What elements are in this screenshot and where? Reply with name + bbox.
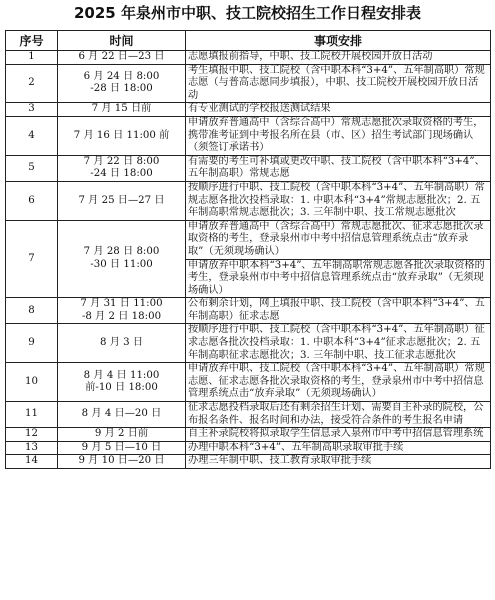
row-number: 3	[6, 103, 58, 117]
row-number: 5	[6, 155, 58, 181]
table-row	[6, 116, 491, 155]
header-no: 序号	[6, 31, 58, 51]
row-time: 9 月 5 日—10 日	[58, 441, 186, 455]
row-time: 6 月 22 日—23 日	[58, 51, 186, 65]
row-number: 1	[6, 51, 58, 65]
row-item: 申请放弃中职、技工院校（含中职本科“3+4”、五年制高职）常规志愿、征求志愿各批次录取资格的考生，登录泉州市中考中招信息管理系统点击“放弃录取”（无须现场确认）	[186, 363, 491, 402]
row-time: 7 月 28 日 8:00 -30 日 11:00	[58, 220, 186, 298]
row-item: 考生填报中职、技工院校（含中职本科“3+4”、五年制高职）常规志愿（与普高志愿同步填报），中职、技工院校开展校园开放日活动	[186, 64, 491, 103]
table-row	[6, 64, 491, 103]
row-number: 12	[6, 428, 58, 442]
row-item: 申请放弃普通高中（含综合高中）常规志愿批次录取资格的考生，携带准考证到中考报名所在县（市、区）招生考试部门现场确认（须签订承诺书）	[186, 116, 491, 155]
row-item: 按顺序进行中职、技工院校（含中职本科“3+4”、五年制高职）常规志愿各批次投档录取：1. 中职本科“3+4”常规志愿批次；2. 五年制高职常规志愿批次；3. 三年制中职、技工常规志愿批次	[186, 181, 491, 220]
row-time: 8 月 4 日 11:00 前-10 日 18:00	[58, 363, 186, 402]
table-body	[6, 51, 491, 469]
table-row	[6, 51, 491, 65]
table-row	[6, 324, 491, 363]
row-time: 7 月 16 日 11:00 前	[58, 116, 186, 155]
row-item: 申请放弃普通高中（含综合高中）常规志愿批次、征求志愿批次录取资格的考生，登录泉州市中考中招信息管理系统点击“放弃录取”（无须现场确认）	[186, 220, 491, 259]
schedule-table	[5, 30, 491, 469]
row-number: 14	[6, 455, 58, 469]
row-number: 4	[6, 116, 58, 155]
row-item: 按顺序进行中职、技工院校（含中职本科“3+4”、五年制高职）征求志愿各批次投档录取：1. 中职本科“3+4”征求志愿批次；2. 五年制高职征求志愿批次；3. 三年制中职、技工征求志愿批次	[186, 324, 491, 363]
table-row	[6, 181, 491, 220]
row-item: 办理中职本科“3+4”、五年制高职录取审批手续	[186, 441, 491, 455]
table-row	[6, 402, 491, 428]
row-time: 9 月 10 日—20 日	[58, 455, 186, 469]
row-number: 2	[6, 64, 58, 103]
header-time: 时间	[58, 31, 186, 51]
table-row	[6, 363, 491, 402]
row-time: 8 月 3 日	[58, 324, 186, 363]
row-time: 6 月 24 日 8:00 -28 日 18:00	[58, 64, 186, 103]
row-time: 7 月 15 日前	[58, 103, 186, 117]
row-item: 征求志愿投档录取后还有剩余招生计划、需要自主补录的院校，公布报名条件、报名时间和办法，接受符合条件的考生报名申请	[186, 402, 491, 428]
table-row	[6, 428, 491, 442]
row-time: 7 月 31 日 11:00 -8 月 2 日 18:00	[58, 298, 186, 324]
row-item: 志愿填报前指导，中职、技工院校开展校园开放日活动	[186, 51, 491, 65]
row-number: 10	[6, 363, 58, 402]
row-number: 6	[6, 181, 58, 220]
row-time: 8 月 4 日—20 日	[58, 402, 186, 428]
row-item: 申请放弃中职本科“3+4”、五年制高职常规志愿各批次录取资格的考生，登录泉州市中考中招信息管理系统点击“放弃录取”（无须现场确认）	[186, 259, 491, 298]
row-number: 7	[6, 220, 58, 298]
row-item: 办理三年制中职、技工教育录取审批手续	[186, 455, 491, 469]
row-number: 13	[6, 441, 58, 455]
row-number: 9	[6, 324, 58, 363]
table-row	[6, 455, 491, 469]
table-row	[6, 220, 491, 259]
table-header-row	[6, 31, 491, 51]
row-item: 有专业测试的学校报送测试结果	[186, 103, 491, 117]
page-title: 2025 年泉州市中职、技工院校招生工作日程安排表	[74, 4, 421, 22]
row-time: 9 月 2 日前	[58, 428, 186, 442]
row-item: 自主补录院校将拟录取学生信息录入泉州市中考中招信息管理系统	[186, 428, 491, 442]
row-time: 7 月 25 日—27 日	[58, 181, 186, 220]
row-number: 11	[6, 402, 58, 428]
row-item: 公布剩余计划，网上填报中职、技工院校（含中职本科“3+4”、五年制高职）征求志愿	[186, 298, 491, 324]
table-row	[6, 155, 491, 181]
header-item: 事项安排	[186, 31, 491, 51]
row-time: 7 月 22 日 8:00 -24 日 18:00	[58, 155, 186, 181]
table-row	[6, 441, 491, 455]
table-row	[6, 103, 491, 117]
row-item: 有需要的考生可补填或更改中职、技工院校（含中职本科“3+4”、五年制高职）常规志愿	[186, 155, 491, 181]
row-number: 8	[6, 298, 58, 324]
table-row	[6, 298, 491, 324]
